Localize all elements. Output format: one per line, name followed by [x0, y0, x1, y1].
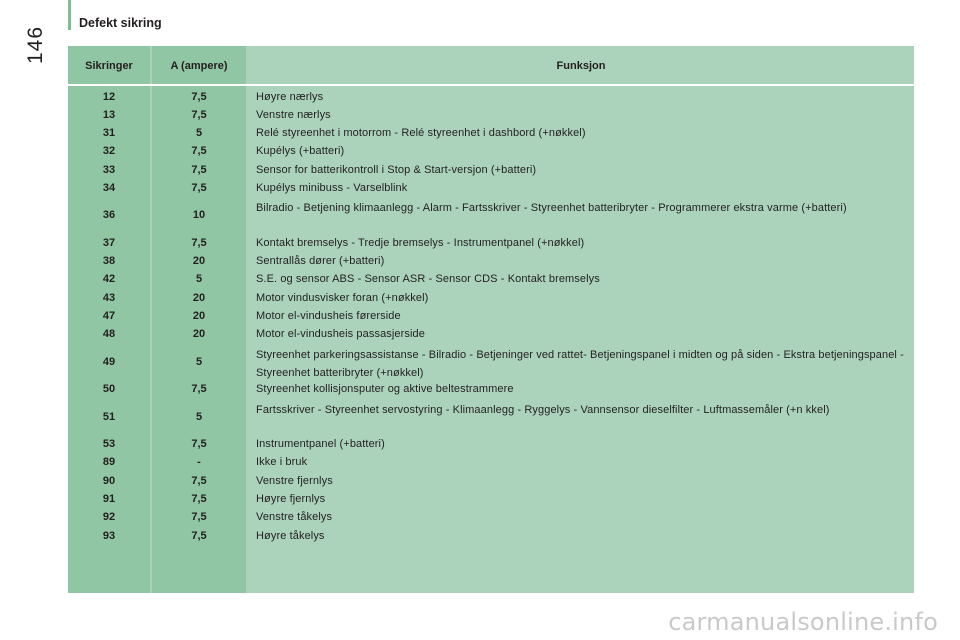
table-row	[68, 326, 914, 344]
fuse-number: 49	[102, 355, 116, 368]
table-row	[68, 88, 914, 106]
fuse-function: Motor vindusvisker foran (+nøkkel)	[256, 291, 429, 304]
fuse-amperage: 7,5	[191, 236, 207, 249]
fuse-function: Kontakt bremselys - Tredje bremselys - Instrumentpanel (+nøkkel)	[256, 236, 585, 249]
fuse-function: Kupélys (+batteri)	[256, 145, 345, 158]
fuse-amperage: 7,5	[191, 474, 207, 487]
fuse-amperage: 20	[192, 291, 206, 304]
fuse-function: Instrumentpanel (+batteri)	[256, 438, 385, 451]
fuse-function: Relé styreenhet i motorrom - Relé styreenhet i dashbord (+nøkkel)	[256, 127, 586, 140]
fuse-amperage: 7,5	[191, 493, 207, 506]
table-row	[68, 161, 914, 179]
fuse-amperage: 7,5	[191, 438, 207, 451]
watermark: carmanualsonline.info	[668, 608, 938, 636]
table-row	[68, 271, 914, 289]
fuse-amperage: 7,5	[191, 529, 207, 542]
table-body	[68, 88, 914, 545]
fuse-function: Bilradio - Betjening klimaanlegg - Alarm - Fartsskriver - Styreenhet batteribryter - Programmerer ekstra varme (+batteri)	[256, 202, 847, 215]
fuse-function: Venstre nærlys	[256, 108, 331, 121]
fuse-table	[68, 46, 914, 593]
fuse-function: Venstre tåkelys	[256, 511, 333, 524]
fuse-number: 31	[102, 127, 116, 140]
header-divider	[68, 84, 914, 86]
fuse-number: 43	[102, 291, 116, 304]
fuse-amperage: 5	[195, 355, 203, 368]
header-fuse: Sikringer	[85, 60, 133, 72]
fuse-function: Kupélys minibuss - Varselblink	[256, 181, 408, 194]
header-amp: A (ampere)	[170, 60, 228, 72]
fuse-amperage: 20	[192, 255, 206, 268]
fuse-number: 32	[102, 145, 116, 158]
table-row	[68, 106, 914, 124]
fuse-amperage: 5	[195, 127, 203, 140]
fuse-function: Fartsskriver - Styreenhet servostyring - Klimaanlegg - Ryggelys - Vannsensor dieselfilter - Luftmassemåler (+n kkel)	[256, 403, 830, 416]
fuse-function: Høyre tåkelys	[256, 529, 325, 542]
fuse-number: 37	[102, 236, 116, 249]
fuse-number: 50	[102, 383, 116, 396]
fuse-amperage: 7,5	[191, 181, 207, 194]
fuse-amperage: 7,5	[191, 90, 207, 103]
table-row	[68, 179, 914, 197]
section-title: Defekt sikring	[79, 16, 162, 30]
table-row	[68, 344, 914, 381]
fuse-number: 34	[102, 181, 116, 194]
table-row	[68, 472, 914, 490]
fuse-number: 90	[102, 474, 116, 487]
fuse-number: 93	[102, 529, 116, 542]
fuse-number: 53	[102, 438, 116, 451]
table-row	[68, 143, 914, 161]
section-accent-bar	[68, 0, 71, 30]
fuse-number: 12	[102, 90, 116, 103]
fuse-number: 36	[102, 209, 116, 222]
fuse-function: Høyre nærlys	[256, 90, 324, 103]
fuse-function: Sensor for batterikontroll i Stop & Start-versjon (+batteri)	[256, 163, 537, 176]
fuse-number: 33	[102, 163, 116, 176]
fuse-number: 92	[102, 511, 116, 524]
fuse-number: 51	[102, 410, 116, 423]
fuse-amperage: 5	[195, 410, 203, 423]
table-row	[68, 198, 914, 235]
fuse-number: 48	[102, 328, 116, 341]
table-row	[68, 454, 914, 472]
table-row	[68, 491, 914, 509]
fuse-amperage: 7,5	[191, 163, 207, 176]
table-row	[68, 125, 914, 143]
fuse-number: 42	[102, 273, 116, 286]
fuse-function: Sentrallås dører (+batteri)	[256, 255, 385, 268]
table-row	[68, 381, 914, 399]
fuse-number: 38	[102, 255, 116, 268]
fuse-function: Høyre fjernlys	[256, 493, 326, 506]
fuse-function: Motor el-vindusheis førerside	[256, 310, 401, 323]
fuse-function: Venstre fjernlys	[256, 474, 333, 487]
fuse-amperage: 7,5	[191, 383, 207, 396]
fuse-function: Styreenhet kollisjonsputer og aktive beltestrammere	[256, 383, 514, 396]
table-row	[68, 253, 914, 271]
fuse-amperage: 20	[192, 328, 206, 341]
table-row	[68, 234, 914, 252]
table-header	[68, 46, 914, 84]
table-row	[68, 436, 914, 454]
table-row	[68, 399, 914, 436]
table-row	[68, 308, 914, 326]
fuse-amperage: 7,5	[191, 108, 207, 121]
fuse-amperage: 7,5	[191, 145, 207, 158]
table-row	[68, 509, 914, 527]
header-function: Funksjon	[556, 60, 606, 72]
fuse-number: 91	[102, 493, 116, 506]
fuse-amperage: 20	[192, 310, 206, 323]
fuse-function: Ikke i bruk	[256, 456, 308, 469]
fuse-function: S.E. og sensor ABS - Sensor ASR - Sensor CDS - Kontakt bremselys	[256, 273, 600, 286]
fuse-amperage: -	[197, 456, 201, 469]
fuse-number: 89	[102, 456, 116, 469]
fuse-amperage: 10	[192, 209, 206, 222]
fuse-amperage: 5	[195, 273, 203, 286]
fuse-amperage: 7,5	[191, 511, 207, 524]
fuse-number: 13	[102, 108, 116, 121]
table-row	[68, 527, 914, 545]
fuse-function: Motor el-vindusheis passasjerside	[256, 328, 425, 341]
fuse-number: 47	[102, 310, 116, 323]
fuse-function: Styreenhet parkeringsassistanse - Bilradio - Betjeninger ved rattet- Betjeningspanel i midten og på siden - Ekstra betjeningspanel - Styreenhet batteribryter (+nøkkel)	[256, 348, 904, 379]
page-number: 146	[24, 25, 47, 64]
table-row	[68, 289, 914, 307]
